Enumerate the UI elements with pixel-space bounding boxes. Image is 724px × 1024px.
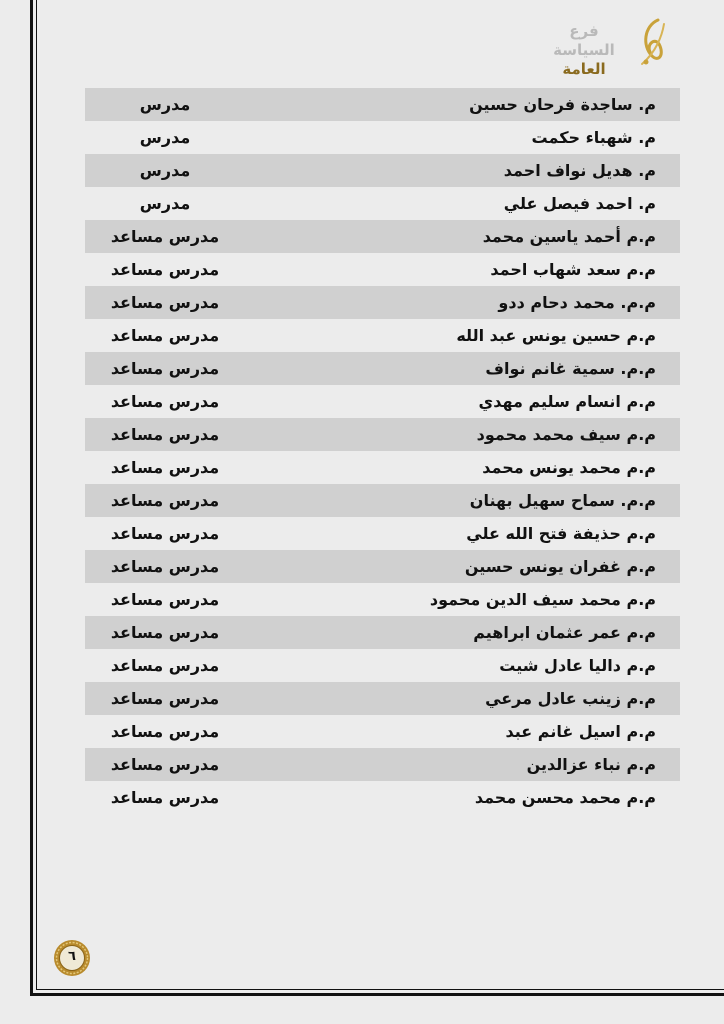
staff-title: مدرس [139, 128, 191, 147]
staff-title: مدرس مساعد [110, 689, 220, 708]
staff-name: م.م محمد يونس محمد [482, 458, 656, 477]
staff-row [85, 451, 680, 484]
page-frame-left-outer [30, 0, 33, 996]
staff-name: م.م انسام سليم مهدي [478, 392, 656, 411]
staff-name: م. شهباء حكمت [531, 128, 656, 147]
staff-row [85, 121, 680, 154]
staff-row [85, 154, 680, 187]
staff-title: مدرس مساعد [110, 425, 220, 444]
staff-title: مدرس مساعد [110, 755, 220, 774]
staff-row [85, 682, 680, 715]
page-frame-left-inner [36, 0, 37, 990]
staff-name: م. هديل نواف احمد [503, 161, 656, 180]
logo-line-2: العامة [562, 60, 606, 78]
staff-row [85, 550, 680, 583]
staff-title: مدرس مساعد [110, 293, 220, 312]
staff-row [85, 220, 680, 253]
page-frame-bottom-inner [36, 989, 724, 990]
staff-title: مدرس مساعد [110, 524, 220, 543]
staff-title: مدرس مساعد [110, 557, 220, 576]
staff-row [85, 748, 680, 781]
staff-name: م. ساجدة فرحان حسين [469, 95, 656, 114]
department-logo [538, 16, 670, 78]
staff-row [85, 286, 680, 319]
staff-list [85, 88, 680, 814]
staff-title: مدرس [139, 161, 191, 180]
staff-name: م.م أحمد ياسين محمد [482, 227, 656, 246]
staff-title: مدرس مساعد [110, 623, 220, 642]
staff-title: مدرس مساعد [110, 458, 220, 477]
staff-title: مدرس مساعد [110, 788, 220, 807]
staff-row [85, 781, 680, 814]
staff-title: مدرس مساعد [110, 722, 220, 741]
page-number-badge [53, 939, 91, 977]
staff-title: مدرس مساعد [110, 359, 220, 378]
staff-row [85, 385, 680, 418]
staff-name: م.م سيف محمد محمود [476, 425, 656, 444]
staff-row [85, 319, 680, 352]
staff-title: مدرس مساعد [110, 491, 220, 510]
staff-row [85, 187, 680, 220]
staff-row [85, 88, 680, 121]
logo-text [538, 22, 630, 79]
staff-name: م.م نباء عزالدين [526, 755, 656, 774]
page-number: ٦ [68, 949, 76, 964]
logo-line-1: فرع السياسة [553, 22, 615, 59]
staff-title: مدرس [139, 194, 191, 213]
staff-name: م.م. محمد دحام ددو [498, 293, 656, 312]
staff-title: مدرس مساعد [110, 260, 220, 279]
staff-name: م.م غفران يونس حسين [464, 557, 656, 576]
staff-name: م.م محمد محسن محمد [474, 788, 656, 807]
staff-name: م. احمد فيصل علي [503, 194, 656, 213]
staff-row [85, 715, 680, 748]
staff-title: مدرس مساعد [110, 590, 220, 609]
staff-name: م.م سعد شهاب احمد [490, 260, 656, 279]
staff-row [85, 253, 680, 286]
staff-row [85, 418, 680, 451]
page-frame-bottom-outer [30, 993, 724, 996]
staff-name: م.م محمد سيف الدين محمود [429, 590, 656, 609]
calligraphy-monogram-icon [634, 16, 670, 70]
staff-row [85, 517, 680, 550]
staff-name: م.م حسين يونس عبد الله [456, 326, 656, 345]
staff-row [85, 649, 680, 682]
staff-row [85, 583, 680, 616]
staff-title: مدرس مساعد [110, 656, 220, 675]
staff-name: م.م عمر عثمان ابراهيم [473, 623, 656, 642]
staff-title: مدرس مساعد [110, 227, 220, 246]
staff-title: مدرس مساعد [110, 392, 220, 411]
staff-name: م.م اسيل غانم عبد [505, 722, 656, 741]
staff-name: م.م. سماح سهيل بهنان [469, 491, 656, 510]
staff-name: م.م زينب عادل مرعي [485, 689, 656, 708]
staff-name: م.م داليا عادل شيت [499, 656, 656, 675]
staff-row [85, 484, 680, 517]
staff-name: م.م. سمية غانم نواف [485, 359, 656, 378]
staff-title: مدرس مساعد [110, 326, 220, 345]
staff-row [85, 352, 680, 385]
staff-row [85, 616, 680, 649]
staff-name: م.م حذيفة فتح الله علي [466, 524, 656, 543]
staff-title: مدرس [139, 95, 191, 114]
